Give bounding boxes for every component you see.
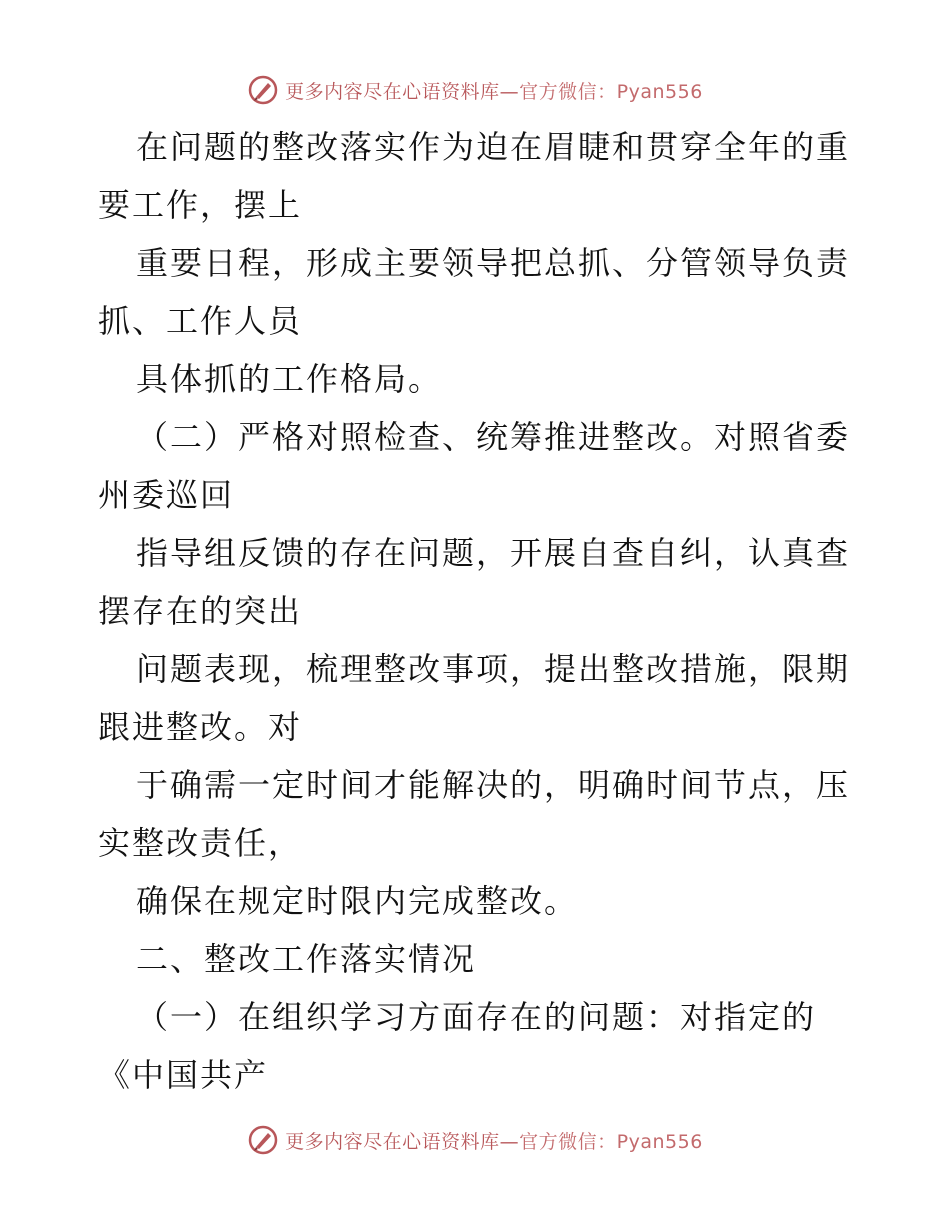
pen-logo-icon bbox=[247, 1124, 279, 1156]
header-watermark bbox=[0, 70, 950, 110]
footer-watermark bbox=[0, 1120, 950, 1160]
text-line: 重要日程，形成主要领导把总抓、分管领导负责 bbox=[136, 244, 851, 282]
text-line: （一）在组织学习方面存在的问题：对指定的 bbox=[136, 998, 817, 1036]
text-line: 《中国共产 bbox=[98, 1056, 269, 1094]
pen-logo-icon bbox=[247, 74, 279, 106]
text-line: 在问题的整改落实作为迫在眉睫和贯穿全年的重 bbox=[136, 128, 851, 166]
watermark-wechat: 官方微信：Pyan556 bbox=[519, 80, 703, 103]
text-line: 抓、工作人员 bbox=[98, 302, 303, 340]
section-heading: 二、整改工作落实情况 bbox=[136, 940, 477, 978]
text-line: （二）严格对照检查、统筹推进整改。对照省委 bbox=[136, 418, 851, 456]
text-line: 要工作，摆上 bbox=[98, 186, 303, 224]
text-line: 摆存在的突出 bbox=[98, 592, 303, 630]
text-line: 问题表现，梳理整改事项，提出整改措施，限期 bbox=[136, 650, 851, 688]
text-line: 指导组反馈的存在问题，开展自查自纠，认真查 bbox=[136, 534, 851, 572]
text-line: 确保在规定时限内完成整改。 bbox=[136, 882, 579, 920]
document-body bbox=[98, 118, 858, 1104]
text-line: 实整改责任， bbox=[98, 824, 303, 862]
watermark-wechat: 官方微信：Pyan556 bbox=[519, 1130, 703, 1153]
text-line: 跟进整改。对 bbox=[98, 708, 303, 746]
text-line: 具体抓的工作格局。 bbox=[136, 360, 443, 398]
watermark-text: 更多内容尽在心语资料库— bbox=[285, 80, 520, 103]
watermark-text: 更多内容尽在心语资料库— bbox=[285, 1130, 520, 1153]
text-line: 于确需一定时间才能解决的，明确时间节点，压 bbox=[136, 766, 851, 804]
text-line: 州委巡回 bbox=[98, 476, 235, 514]
